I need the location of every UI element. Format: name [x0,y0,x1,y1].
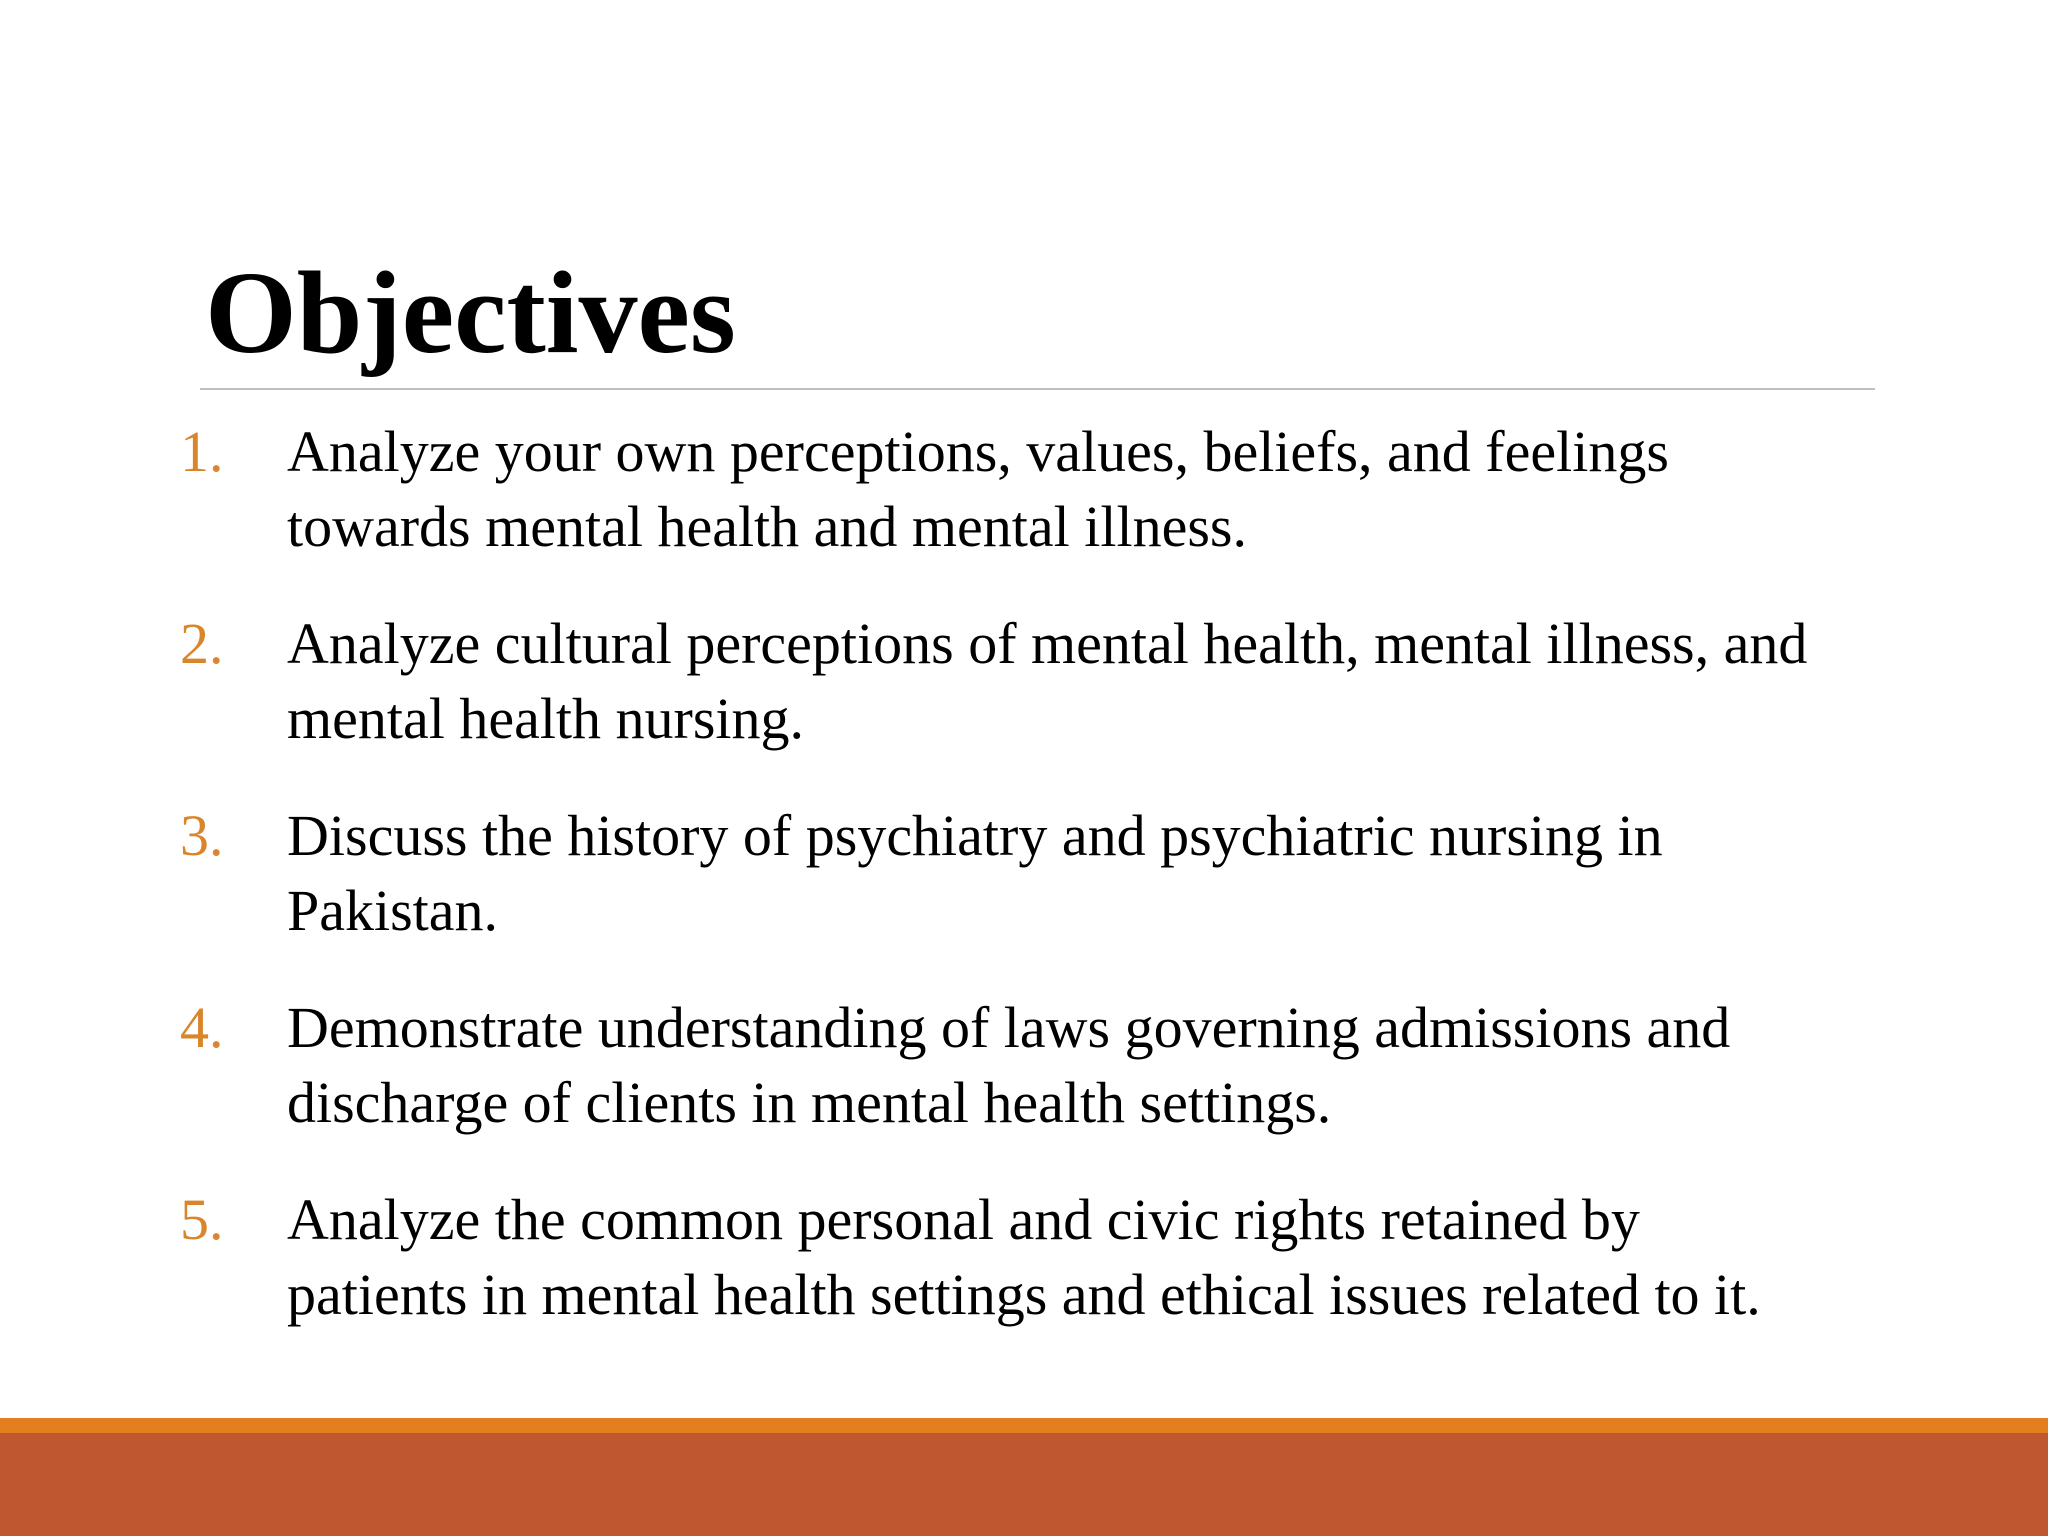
slide-title: Objectives [205,247,736,378]
objective-number: 4. [180,995,224,1060]
objective-number: 2. [180,611,224,676]
objective-number: 3. [180,803,224,868]
objective-text: Demonstrate understanding of laws governing admissions and discharge of clients in mental health settings. [287,995,1731,1135]
footer-band-light [0,1418,2048,1433]
objective-item [180,606,2010,756]
objectives-list [180,414,2010,1374]
objective-text: Discuss the history of psychiatry and psychiatric nursing in Pakistan. [287,803,1663,943]
objective-item [180,1182,2010,1332]
objective-item [180,990,2010,1140]
title-divider [200,388,1875,390]
objective-item [180,798,2010,948]
objective-text: Analyze your own perceptions, values, beliefs, and feelings towards mental health and mental illness. [287,419,1669,559]
objective-text: Analyze the common personal and civic rights retained by patients in mental health settings and ethical issues related to it. [287,1187,1761,1327]
footer-band-dark [0,1433,2048,1536]
objective-text: Analyze cultural perceptions of mental health, mental illness, and mental health nursing. [287,611,1808,751]
objective-number: 5. [180,1187,224,1252]
objective-item [180,414,2010,564]
objective-number: 1. [180,419,224,484]
